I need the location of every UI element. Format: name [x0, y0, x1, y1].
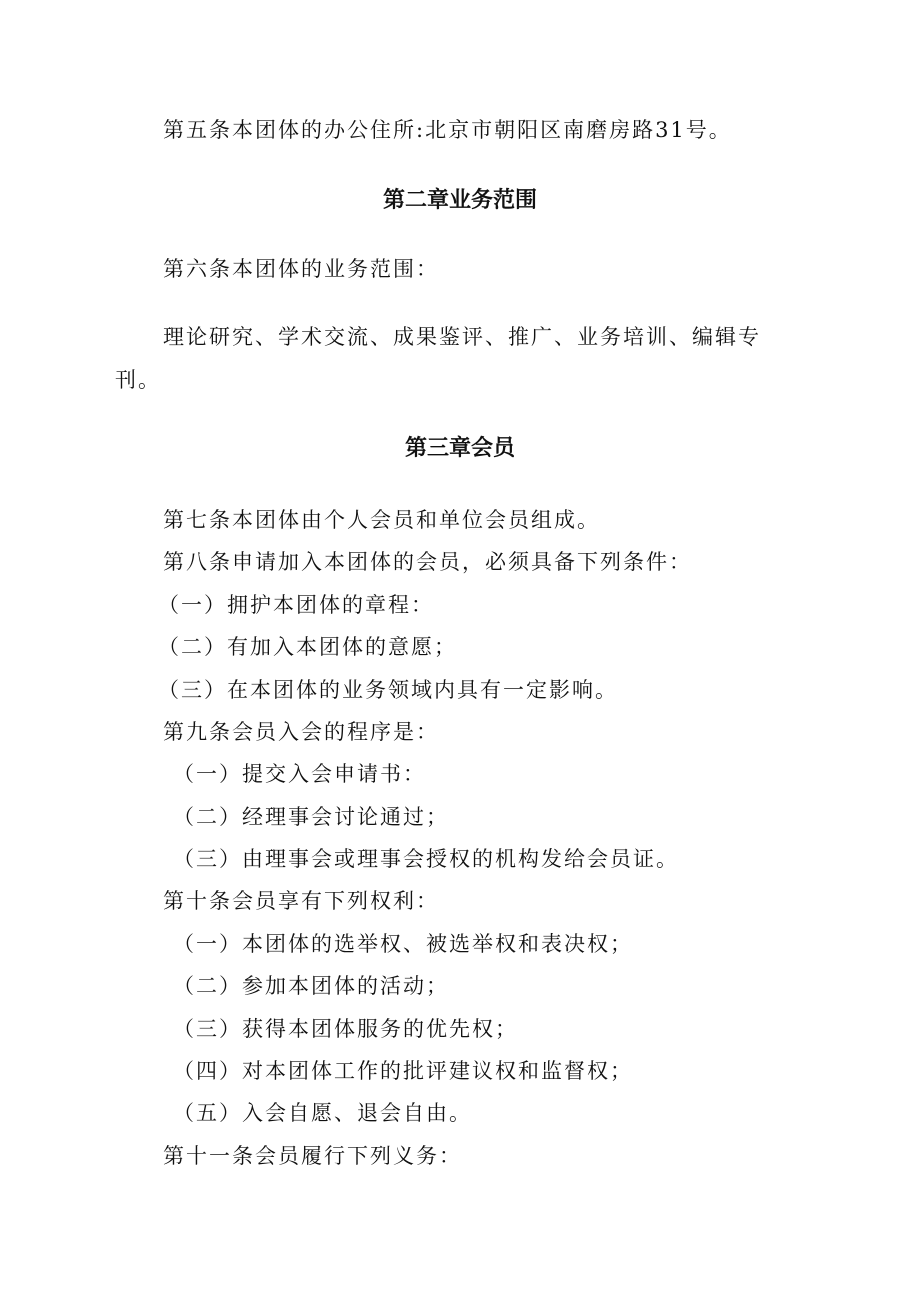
article-9-item-3: （三）由理事会或理事会授权的机构发给会员证。 — [173, 847, 679, 871]
article-5: 第五条本团体的办公住所:北京市朝阳区南磨房路31号。 — [163, 118, 732, 142]
article-10: 第十条会员享有下列权利： — [163, 889, 439, 913]
business-scope-line-2: 刊。 — [115, 368, 161, 392]
article-10-item-1: （一）本团体的选举权、被选举权和表决权； — [173, 932, 633, 956]
article-8-item-3: （三）在本团体的业务领域内具有一定影响。 — [158, 678, 618, 702]
article-6: 第六条本团体的业务范围： — [163, 257, 439, 281]
article-10-item-2: （二）参加本团体的活动； — [173, 974, 449, 998]
article-8-item-1: （一）拥护本团体的章程： — [158, 593, 434, 617]
article-10-item-3: （三）获得本团体服务的优先权； — [173, 1017, 518, 1041]
article-10-item-4: （四）对本团体工作的批评建议权和监督权； — [173, 1059, 633, 1083]
article-8: 第八条申请加入本团体的会员，必须具备下列条件： — [163, 550, 692, 574]
article-9-item-1: （一）提交入会申请书： — [173, 762, 426, 786]
article-8-item-2: （二）有加入本团体的意愿； — [158, 635, 457, 659]
article-7: 第七条本团体由个人会员和单位会员组成。 — [163, 508, 600, 532]
business-scope-line-1: 理论研究、学术交流、成果鉴评、推广、业务培训、编辑专 — [163, 325, 761, 349]
article-9: 第九条会员入会的程序是： — [163, 720, 439, 744]
article-9-item-2: （二）经理事会讨论通过； — [173, 805, 449, 829]
article-10-item-5: （五）入会自愿、退会自由。 — [173, 1101, 472, 1125]
chapter-3-title: 第三章会员 — [404, 436, 515, 461]
article-11: 第十一条会员履行下列义务： — [163, 1144, 462, 1168]
chapter-2-title: 第二章业务范围 — [382, 188, 537, 213]
